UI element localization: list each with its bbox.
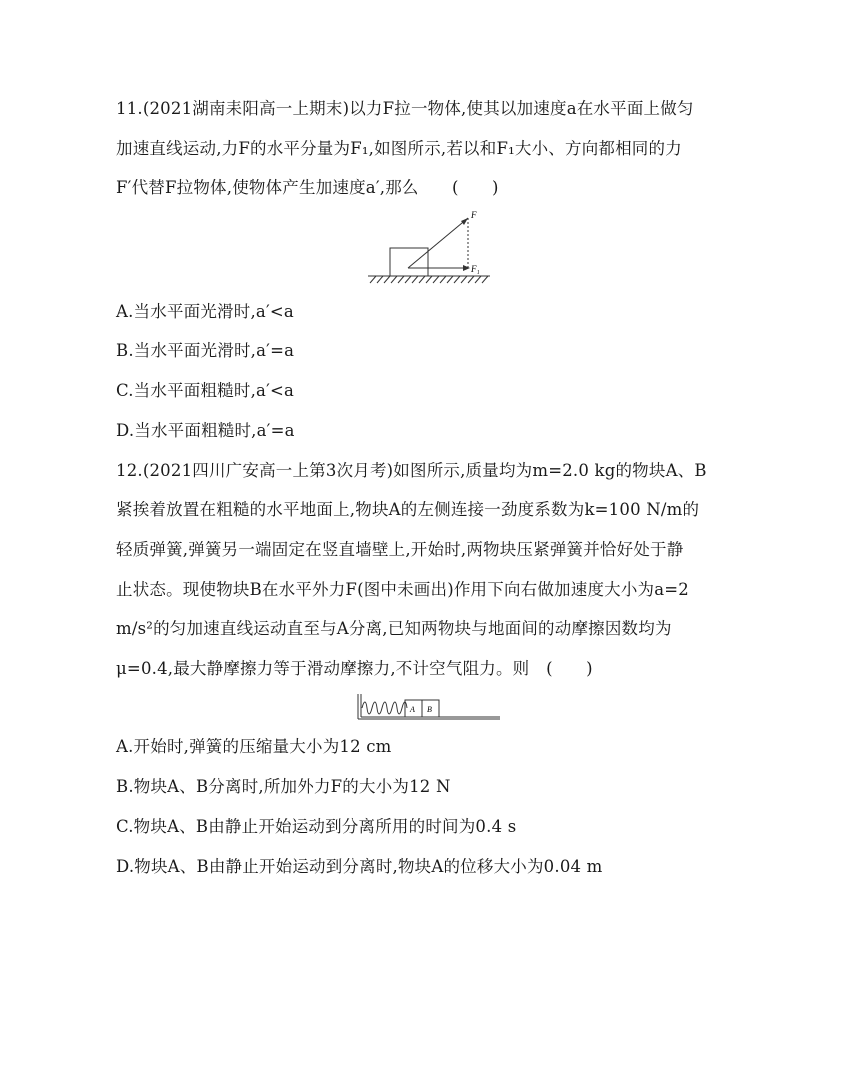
- spring: [362, 702, 407, 714]
- q11-option-a: A.当水平面光滑时,a′<a: [116, 302, 294, 321]
- q11-option-c: C.当水平面粗糙时,a′<a: [116, 381, 295, 400]
- q11-option-d: D.当水平面粗糙时,a′=a: [116, 421, 295, 440]
- q11-option-b: B.当水平面光滑时,a′=a: [116, 341, 295, 360]
- label-a: A: [410, 705, 415, 714]
- q12-stem-line-2: 紧挨着放置在粗糙的水平地面上,物块A的左侧连接一劲度系数为k=100 N/m的: [116, 500, 700, 519]
- label-f: F: [471, 210, 477, 220]
- ground-hatching: [370, 276, 488, 283]
- label-b: B: [427, 705, 432, 714]
- block: [390, 248, 428, 276]
- q12-stem-line-5: m/s²的匀加速直线运动直至与A分离,已知两物块与地面间的动摩擦因数均为: [116, 619, 672, 638]
- force-f-arrow: [408, 218, 468, 268]
- f1-arrowhead: [463, 265, 470, 271]
- q12-option-c: C.物块A、B由静止开始运动到分离所用的时间为0.4 s: [116, 817, 517, 836]
- q11-stem-line-1: 11.(2021湖南耒阳高一上期末)以力F拉一物体,使其以加速度a在水平面上做匀: [116, 99, 694, 118]
- q12-stem-line-1: 12.(2021四川广安高一上第3次月考)如图所示,质量均为m=2.0 kg的物块A、B: [116, 461, 707, 480]
- f-arrowhead: [461, 218, 468, 225]
- q12-stem-line-4: 止状态。现使物块B在水平外力F(图中未画出)作用下向右做加速度大小为a=2: [116, 580, 690, 599]
- q12-option-d: D.物块A、B由静止开始运动到分离时,物块A的位移大小为0.04 m: [116, 857, 603, 876]
- q12-option-b: B.物块A、B分离时,所加外力F的大小为12 N: [116, 777, 451, 796]
- label-f1: F₁: [471, 264, 480, 274]
- q12-figure-spring-blocks: [354, 692, 504, 724]
- q12-option-a: A.开始时,弹簧的压缩量大小为12 cm: [116, 737, 392, 756]
- q11-stem-line-3: F′代替F拉物体,使物体产生加速度a′,那么 ( ): [116, 178, 499, 197]
- q11-stem-line-2: 加速直线运动,力F的水平分量为F₁,如图所示,若以和F₁大小、方向都相同的力: [116, 139, 682, 158]
- q12-stem-line-3: 轻质弹簧,弹簧另一端固定在竖直墙壁上,开始时,两物块压紧弹簧并恰好处于静: [116, 540, 684, 559]
- q12-stem-line-6: μ=0.4,最大静摩擦力等于滑动摩擦力,不计空气阻力。则 ( ): [116, 659, 593, 678]
- q11-figure-block-on-plane: [364, 208, 494, 290]
